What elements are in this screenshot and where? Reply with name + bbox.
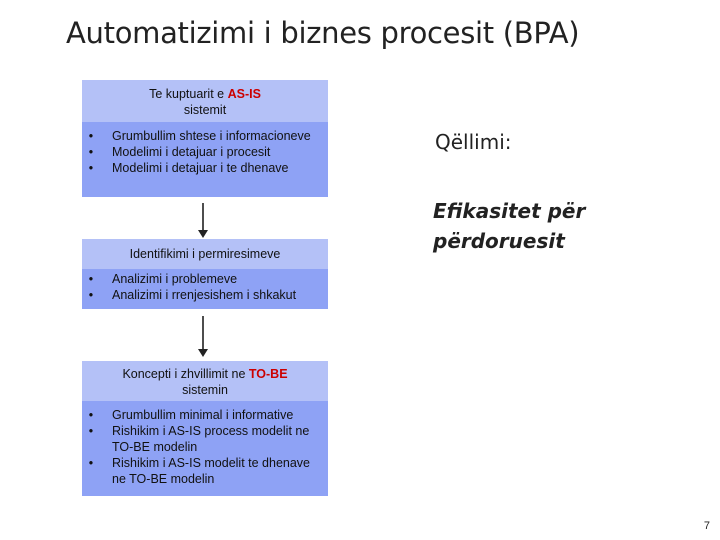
list-item: • Analizimi i problemeve	[88, 272, 238, 286]
as-is-box	[82, 80, 328, 197]
improvements-list	[82, 269, 328, 309]
to-be-list	[82, 401, 328, 493]
to-be-box-header: Koncepti i zhvillimit ne TO-BE sistemin	[82, 361, 328, 401]
slide-title: Automatizimi i biznes procesit (BPA)	[66, 16, 580, 50]
list-item: • Analizimi i rrenjesishem i shkakut	[88, 288, 297, 302]
to-be-highlight: TO-BE	[248, 367, 288, 381]
list-item: • Rishikim i AS-IS process modelit ne TO-BE modelin	[88, 424, 310, 454]
list-item: • Rishikim i AS-IS modelit te dhenave ne TO-BE modelin	[88, 456, 311, 486]
page-number: 7	[703, 520, 710, 532]
goal-label: Qëllimi:	[435, 130, 512, 154]
list-item: • Modelimi i detajuar i procesit	[88, 145, 271, 159]
as-is-highlight: AS-IS	[227, 87, 261, 101]
as-is-box-header: Te kuptuarit e AS-IS sistemit	[82, 80, 328, 122]
list-item: • Grumbullim minimal i informative	[88, 408, 294, 422]
improvements-box	[82, 239, 328, 309]
goal-text: Efikasitet për përdoruesit	[433, 199, 586, 253]
list-item: • Modelimi i detajuar i te dhenave	[88, 161, 289, 175]
down-arrow-icon	[196, 203, 210, 239]
down-arrow-icon	[196, 316, 210, 358]
list-item: • Grumbullim shtese i informacioneve	[88, 129, 311, 143]
as-is-list	[82, 122, 328, 182]
to-be-box	[82, 361, 328, 496]
improvements-box-header: Identifikimi i permiresimeve	[82, 239, 328, 269]
